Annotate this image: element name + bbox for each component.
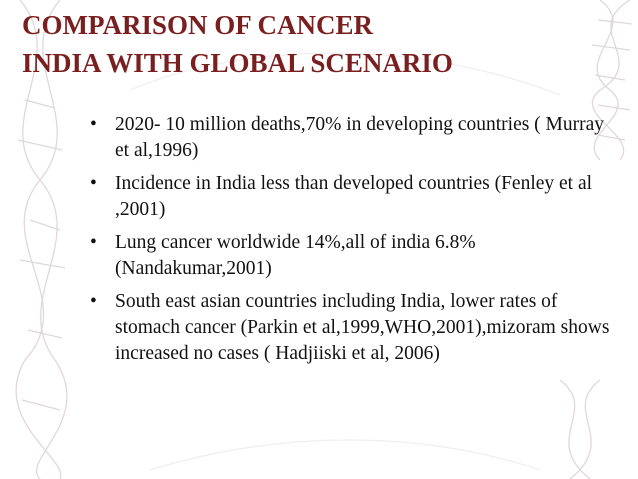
slide-title xyxy=(22,6,602,82)
bullet-item xyxy=(90,171,610,223)
bullet-text: Lung cancer worldwide 14%,all of india 6.8%(Nandakumar,2001) xyxy=(115,232,476,279)
bullet-icon: • xyxy=(90,291,97,312)
bullet-item xyxy=(90,230,610,282)
bullet-list xyxy=(90,112,610,374)
bullet-text: Incidence in India less than developed countries (Fenley et al ,2001) xyxy=(115,173,593,220)
bullet-text: 2020- 10 million deaths,70% in developing countries ( Murray et al,1996) xyxy=(115,114,605,161)
bullet-item xyxy=(90,112,610,164)
bullet-icon: • xyxy=(90,173,97,194)
slide-title-line-2: INDIA WITH GLOBAL SCENARIO xyxy=(22,48,453,78)
bullet-icon: • xyxy=(90,114,97,135)
bullet-text: South east asian countries including India, lower rates of stomach cancer (Parkin et al,1999,WHO,2001),mizoram shows increased no cases ( Hadjiiski et al, 2006) xyxy=(115,291,610,364)
bullet-icon: • xyxy=(90,232,97,253)
slide-title-line-1: COMPARISON OF CANCER xyxy=(22,10,373,40)
bullet-item xyxy=(90,289,610,367)
